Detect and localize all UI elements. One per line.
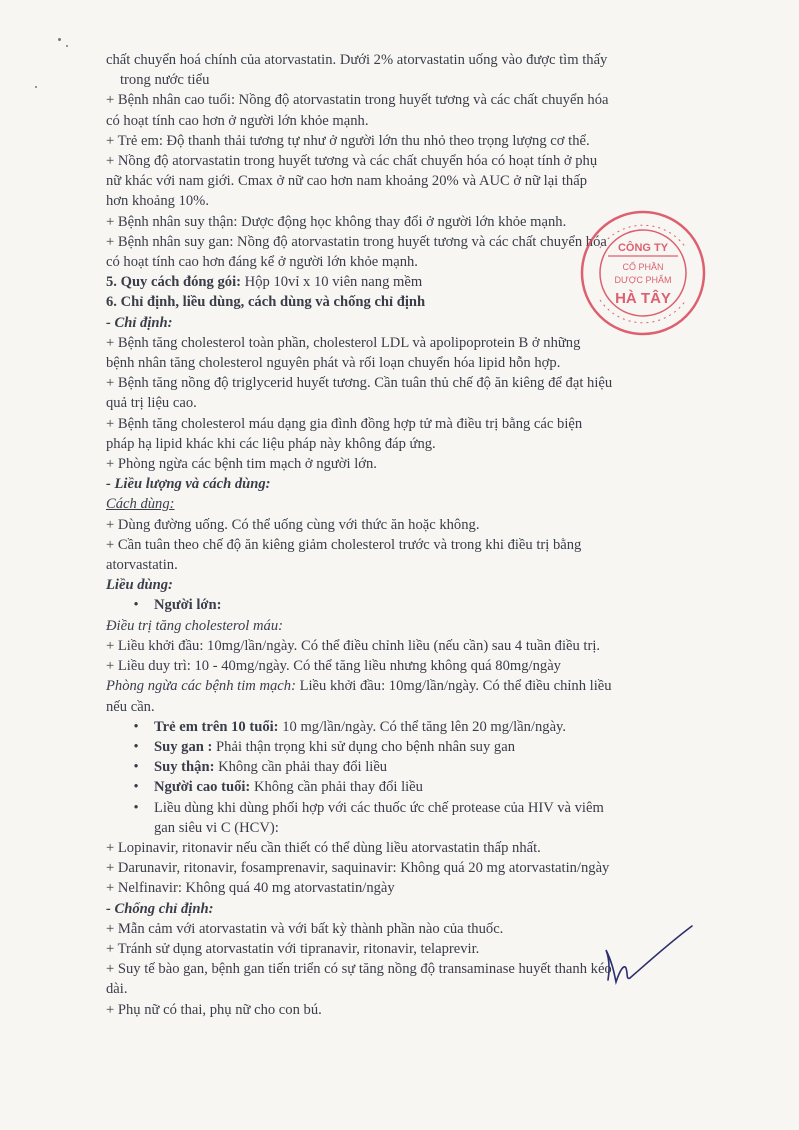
text-line: có hoạt tính cao hơn ở người lớn khỏe mạnh. <box>106 112 369 129</box>
bullet-item <box>106 737 706 757</box>
text-line: trong nước tiểu <box>120 72 210 89</box>
text-line: + Bệnh tăng cholesterol máu dạng gia đình đồng hợp tử mà điều trị bằng các biện <box>106 415 583 432</box>
bullet-dot: • <box>133 738 139 755</box>
text-line: + Lopinavir, ritonavir nếu cần thiết có thể dùng liều atorvastatin thấp nhất. <box>106 839 541 856</box>
scan-speck <box>66 45 68 47</box>
text-line: + Bệnh tăng nồng độ triglycerid huyết tương. Cần tuân thủ chế độ ăn kiêng để đạt hiệu <box>106 375 613 392</box>
bullet-label: Suy gan : <box>154 738 213 755</box>
text-line: hơn khoảng 10%. <box>106 193 209 210</box>
bullet-dot: • <box>133 718 139 735</box>
text-line: + Bệnh tăng cholesterol toàn phần, cholesterol LDL và apolipoprotein B ở những <box>106 334 581 351</box>
text-line: pháp hạ lipid khác khi các liệu pháp này không đáp ứng. <box>106 435 436 452</box>
text-line: + Tránh sử dụng atorvastatin với tipranavir, ritonavir, telaprevir. <box>106 940 480 957</box>
signature-stroke <box>606 926 692 982</box>
text-line: + Nồng độ atorvastatin trong huyết tương và các chất chuyển hóa có hoạt tính ở phụ <box>106 153 598 170</box>
text-line: + Dùng đường uống. Có thể uống cùng với thức ăn hoặc không. <box>106 516 480 533</box>
text-line: quả trị liệu cao. <box>106 395 197 412</box>
document-body <box>106 50 706 1020</box>
section-heading: 5. Quy cách đóng gói: <box>106 274 242 291</box>
text-line: + Phòng ngừa các bệnh tim mạch ở người lớn. <box>106 456 377 473</box>
bullet-item <box>106 717 706 737</box>
text-line <box>106 676 706 696</box>
text-line: có hoạt tính cao hơn đáng kể ở người lớn khỏe mạnh. <box>106 254 418 271</box>
bullet-text: Phải thận trọng khi sử dụng cho bệnh nhân suy gan <box>212 738 515 755</box>
seal-text: HÀ TÂY <box>615 290 671 307</box>
text-line: + Trẻ em: Độ thanh thải tương tự như ở người lớn thu nhỏ theo trọng lượng cơ thể. <box>106 132 590 149</box>
bullet-continuation: gan siêu vi C (HCV): <box>154 819 279 836</box>
bullet-dot: • <box>133 779 139 796</box>
bullet-text: 10 mg/lần/ngày. Có thể tăng lên 20 mg/lần/ngày. <box>278 718 567 735</box>
text-line: + Liều duy trì: 10 - 40mg/ngày. Có thể tăng liều nhưng không quá 80mg/ngày <box>106 658 561 675</box>
text-line: + Nelfinavir: Không quá 40 mg atorvastatin/ngày <box>106 880 395 897</box>
text-line: + Darunavir, ritonavir, fosamprenavir, saquinavir: Không quá 20 mg atorvastatin/ngày <box>106 860 610 877</box>
bullet-item <box>106 595 706 615</box>
text-line: + Mẫn cảm với atorvastatin và với bất kỳ thành phần nào của thuốc. <box>106 920 504 937</box>
seal-text: CỔ PHẦN <box>622 262 664 272</box>
bullet-label: Người cao tuổi: <box>154 779 251 796</box>
text-line: dài. <box>106 981 128 998</box>
text-line: + Phụ nữ có thai, phụ nữ cho con bú. <box>106 1001 322 1018</box>
scan-speck <box>58 38 61 41</box>
bullet-text: Không cần phải thay đổi liều <box>250 779 423 796</box>
text-line: + Liều khởi đầu: 10mg/lần/ngày. Có thể điều chỉnh liều (nếu cần) sau 4 tuần điều trị. <box>106 637 601 654</box>
text-line: + Cần tuân theo chế độ ăn kiêng giảm cholesterol trước và trong khi điều trị bằng <box>106 536 582 553</box>
bullet-item <box>106 798 706 818</box>
subsection-heading: Điều trị tăng cholesterol máu: <box>106 617 283 634</box>
section-text: Hộp 10vỉ x 10 viên nang mềm <box>241 274 423 291</box>
scan-speck <box>35 86 37 88</box>
text-line: + Bệnh nhân suy gan: Nồng độ atorvastatin trong huyết tương và các chất chuyển hóa <box>106 233 607 250</box>
subsection-heading: Cách dùng: <box>106 496 175 513</box>
bullet-text: Liều dùng khi dùng phối hợp với các thuốc ức chế protease của HIV và viêm <box>154 799 604 816</box>
text-line: bệnh nhân tăng cholesterol nguyên phát và rối loạn chuyển hóa lipid hỗn hợp. <box>106 355 561 372</box>
bullet-text: Không cần phải thay đổi liều <box>214 759 388 776</box>
text-line: chất chuyển hoá chính của atorvastatin. Dưới 2% atorvastatin uống vào được tìm thấy <box>106 52 608 68</box>
section-heading: 6. Chỉ định, liều dùng, cách dùng và chống chỉ định <box>106 294 426 311</box>
seal-text: CÔNG TY <box>617 242 669 254</box>
subsection-heading: - Chỉ định: <box>106 314 173 331</box>
text-line: + Bệnh nhân cao tuổi: Nồng độ atorvastatin trong huyết tương và các chất chuyển hóa <box>106 92 609 109</box>
subsection-heading: - Chống chỉ định: <box>106 900 214 917</box>
seal-text: DƯỢC PHẨM <box>614 275 672 285</box>
bullet-label: Suy thận: <box>154 759 215 776</box>
subsection-heading: Liều dùng: <box>106 577 173 594</box>
bullet-item <box>106 757 706 777</box>
bullet-dot: • <box>133 799 139 816</box>
text-line: atorvastatin. <box>106 557 178 574</box>
text-line: + Suy tế bào gan, bệnh gan tiến triển có sự tăng nồng độ transaminase huyết thanh kéo <box>106 961 612 978</box>
subsection-heading: - Liều lượng và cách dùng: <box>106 476 271 493</box>
bullet-dot: • <box>133 597 139 614</box>
inline-heading: Phòng ngừa các bệnh tim mạch: <box>106 678 296 695</box>
text-line: nữ khác với nam giới. Cmax ở nữ cao hơn nam khoảng 20% và AUC ở nữ lại thấp <box>106 173 587 190</box>
text-line: + Bệnh nhân suy thận: Dược động học không thay đổi ở người lớn khỏe mạnh. <box>106 213 567 230</box>
bullet-dot: • <box>133 759 139 776</box>
bullet-label: Người lớn: <box>154 597 222 614</box>
inline-text: Liều khởi đầu: 10mg/lần/ngày. Có thể điều chỉnh liều <box>295 678 612 695</box>
bullet-label: Trẻ em trên 10 tuổi: <box>154 718 279 735</box>
text-line: nếu cần. <box>106 698 155 715</box>
bullet-item <box>106 777 706 797</box>
company-seal-stamp <box>578 208 708 338</box>
handwritten-signature <box>596 920 706 995</box>
